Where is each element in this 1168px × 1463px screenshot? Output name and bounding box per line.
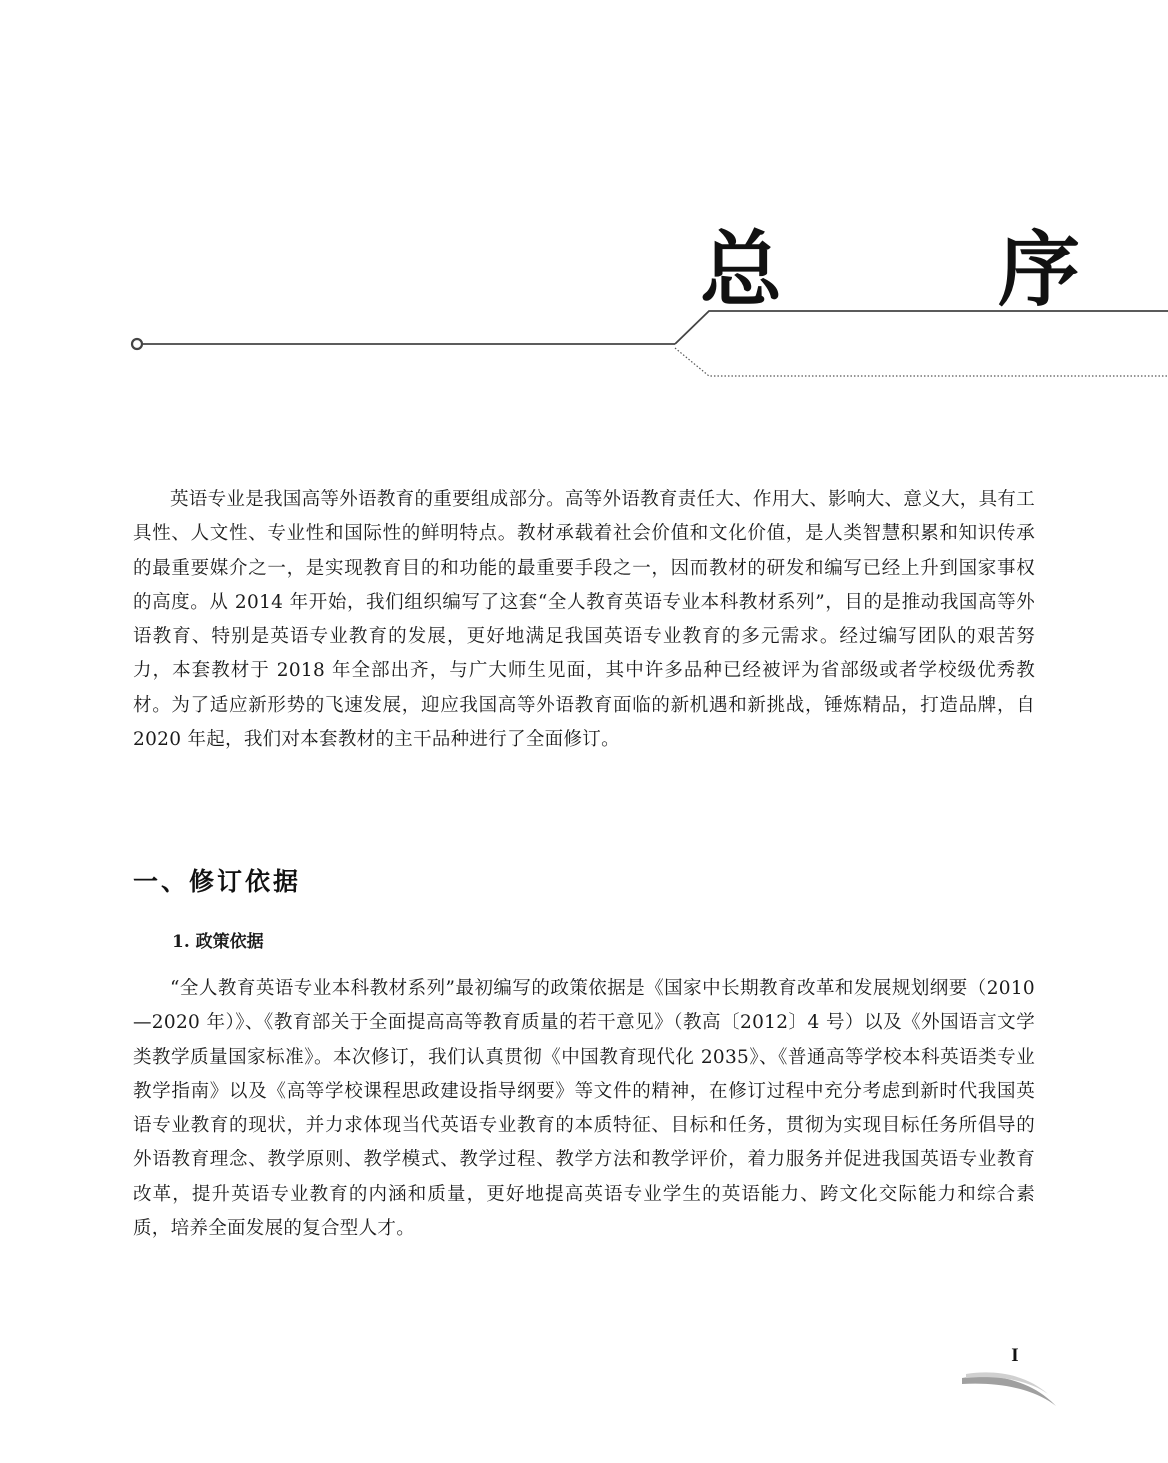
- title-decorative-rule: [125, 300, 1168, 390]
- page-number: I: [1011, 1345, 1019, 1366]
- page-number-swoosh: [958, 1368, 1058, 1410]
- section-heading: 一、修订依据: [133, 867, 302, 896]
- chapter-title: 总 序: [700, 222, 1080, 318]
- policy-paragraph: “全人教育英语专业本科教材系列”最初编写的政策依据是《国家中长期教育改革和发展规划纲要（2010—2020 年）》、《教育部关于全面提高高等教育质量的若干意见》（教高〔2012〕4 号）以及《外国语言文学类教学质量国家标准》。本次修订，我们认真贯彻《中国教育现代化 2035》、《普通高等学校本科英语类专业教学指南》以及《高等学校课程思政建设指导纲要》等文件的精神，在修订过程中充分考虑到新时代我国英语专业教育的现状，并力求体现当代英语专业教育的本质特征、目标和任务，贯彻为实现目标任务所倡导的外语教育理念、教学原则、教学模式、教学过程、教学方法和教学评价，着力服务并促进我国英语专业教育改革，提升英语专业教育的内涵和质量，更好地提高英语专业学生的英语能力、跨文化交际能力和综合素质，培养全面发展的复合型人才。: [133, 978, 1035, 1240]
- intro-paragraph: 英语专业是我国高等外语教育的重要组成部分。高等外语教育责任大、作用大、影响大、意义大，具有工具性、人文性、专业性和国际性的鲜明特点。教材承载着社会价值和文化价值，是人类智慧积累和知识传承的最重要媒介之一，是实现教育目的和功能的最重要手段之一，因而教材的研发和编写已经上升到国家事权的高度。从 2014 年开始，我们组织编写了这套“全人教育英语专业本科教材系列”，目的是推动我国高等外语教育、特别是英语专业教育的发展，更好地满足我国英语专业教育的多元需求。经过编写团队的艰苦努力，本套教材于 2018 年全部出齐，与广大师生见面，其中许多品种已经被评为省部级或者学校级优秀教材。为了适应新形势的飞速发展，迎应我国高等外语教育面临的新机遇和新挑战，锤炼精品，打造品牌，自 2020 年起，我们对本套教材的主干品种进行了全面修订。: [133, 489, 1035, 751]
- sub-heading: 1. 政策依据: [172, 932, 264, 952]
